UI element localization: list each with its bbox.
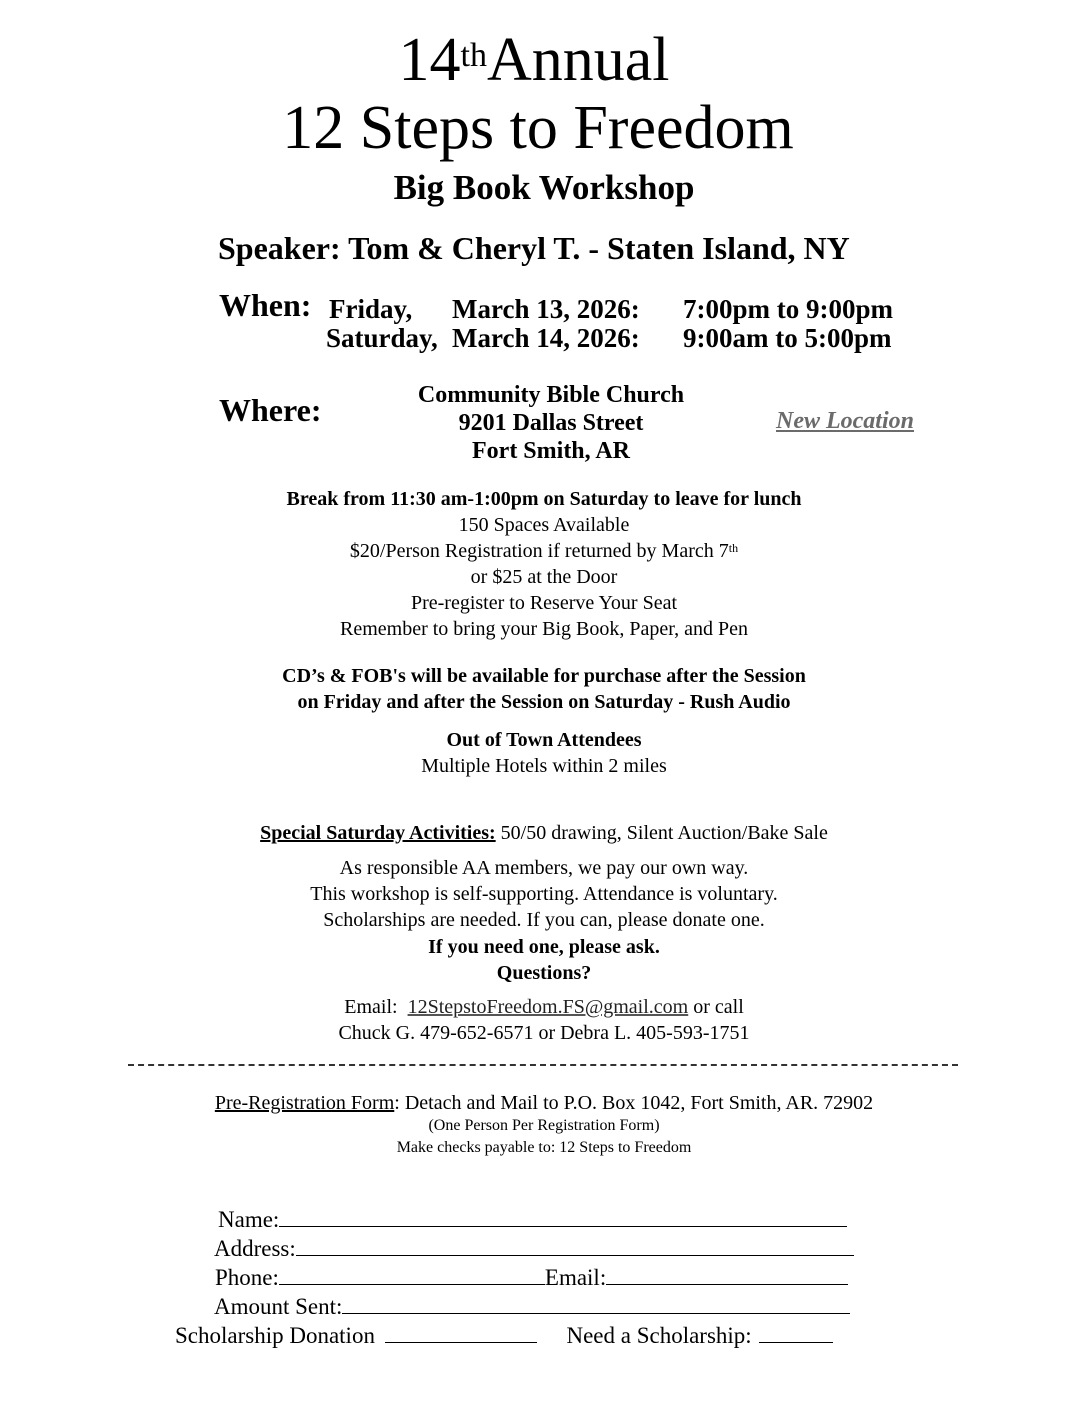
email-label: Email: xyxy=(344,996,398,1018)
where-label: Where: xyxy=(219,392,322,428)
cds-line-1: CD’s & FOB's will be available for purchase after the Session xyxy=(282,665,806,687)
new-location-note: New Location xyxy=(776,408,914,434)
session-2-time: 9:00am to 5:00pm xyxy=(683,323,892,353)
selfsupport-line-2: This workshop is self-supporting. Attendance is voluntary. xyxy=(310,883,778,905)
selfsupport-line-3: Scholarships are needed. If you can, please donate one. xyxy=(323,909,765,931)
amount-label: Amount Sent: xyxy=(214,1294,343,1319)
email-link[interactable]: 12StepstoFreedom.FS@gmail.com xyxy=(407,996,689,1018)
address-row xyxy=(214,1235,854,1263)
door-fee: or $25 at the Door xyxy=(470,566,618,588)
scholarship-donation-label: Scholarship Donation xyxy=(175,1323,375,1348)
session-1-time: 7:00pm to 9:00pm xyxy=(683,294,893,324)
preregister-note: Pre-register to Reserve Your Seat xyxy=(410,592,678,614)
scholarship-row xyxy=(175,1322,833,1350)
when-label: When: xyxy=(219,287,312,323)
session-1-date: March 13, 2026: xyxy=(452,294,640,324)
registration-fee-sup: th xyxy=(728,541,739,555)
form-payable: Make checks payable to: 12 Steps to Freedom xyxy=(396,1139,692,1156)
name-field[interactable] xyxy=(279,1206,847,1227)
phone-field[interactable] xyxy=(279,1264,545,1285)
address-field[interactable] xyxy=(296,1235,854,1256)
out-of-town-heading: Out of Town Attendees xyxy=(446,729,642,751)
bring-note: Remember to bring your Big Book, Paper, and Pen xyxy=(339,618,749,640)
scholarship-donation-field[interactable] xyxy=(385,1322,537,1343)
registration-fee-text: $20/Person Registration if returned by March 7 xyxy=(349,540,729,562)
address-label: Address: xyxy=(214,1236,296,1261)
activities-label: Special Saturday Activities: xyxy=(260,822,496,844)
amount-field[interactable] xyxy=(342,1293,850,1314)
need-scholarship-field[interactable] xyxy=(759,1322,833,1343)
spaces-available: 150 Spaces Available xyxy=(458,514,630,536)
out-of-town-text: Multiple Hotels within 2 miles xyxy=(421,755,667,777)
session-1-day: Friday, xyxy=(329,294,413,324)
venue-city: Fort Smith, AR xyxy=(472,438,630,464)
contact-phones: Chuck G. 479-652-6571 or Debra L. 405-593-1751 xyxy=(338,1022,750,1044)
or-call: or call xyxy=(688,996,744,1018)
need-scholarship-label: Need a Scholarship: xyxy=(566,1323,752,1348)
cds-line-2: on Friday and after the Session on Saturday - Rush Audio xyxy=(297,691,791,713)
amount-row xyxy=(214,1293,850,1321)
detach-line xyxy=(128,1064,958,1066)
form-heading-text: : Detach and Mail to P.O. Box 1042, Fort Smith, AR. 72902 xyxy=(394,1092,874,1114)
phone-label: Phone: xyxy=(215,1265,279,1290)
registration-fee xyxy=(0,538,1088,564)
event-subtitle: Big Book Workshop xyxy=(393,168,695,207)
selfsupport-line-4: If you need one, please ask. xyxy=(428,936,660,958)
name-label: Name: xyxy=(218,1207,280,1232)
questions-heading: Questions? xyxy=(496,962,592,984)
title-annual xyxy=(0,24,1078,96)
session-2-date: March 14, 2026: xyxy=(452,323,640,353)
email-field-label: Email: xyxy=(544,1265,607,1290)
form-heading xyxy=(0,1090,1088,1116)
ordinal-suffix: th xyxy=(460,37,487,74)
contact-email-line xyxy=(0,994,1088,1020)
email-field[interactable] xyxy=(606,1264,848,1285)
name-row xyxy=(218,1206,847,1234)
break-note: Break from 11:30 am-1:00pm on Saturday to leave for lunch xyxy=(286,488,802,510)
activities-text: 50/50 drawing, Silent Auction/Bake Sale xyxy=(495,822,828,844)
venue-name: Community Bible Church xyxy=(417,382,685,408)
form-note: (One Person Per Registration Form) xyxy=(428,1117,660,1134)
ordinal-number: 14 xyxy=(398,26,461,94)
phone-email-row xyxy=(215,1264,848,1292)
session-2-day: Saturday, xyxy=(326,323,438,353)
form-heading-label: Pre-Registration Form xyxy=(214,1092,395,1114)
activities-line xyxy=(0,820,1088,846)
speaker-line: Speaker: Tom & Cheryl T. - Staten Island, NY xyxy=(218,230,850,266)
annual-word: Annual xyxy=(486,26,670,94)
event-title: 12 Steps to Freedom xyxy=(282,94,794,162)
venue-street: 9201 Dallas Street xyxy=(458,410,644,436)
selfsupport-line-1: As responsible AA members, we pay our own way. xyxy=(339,857,749,879)
